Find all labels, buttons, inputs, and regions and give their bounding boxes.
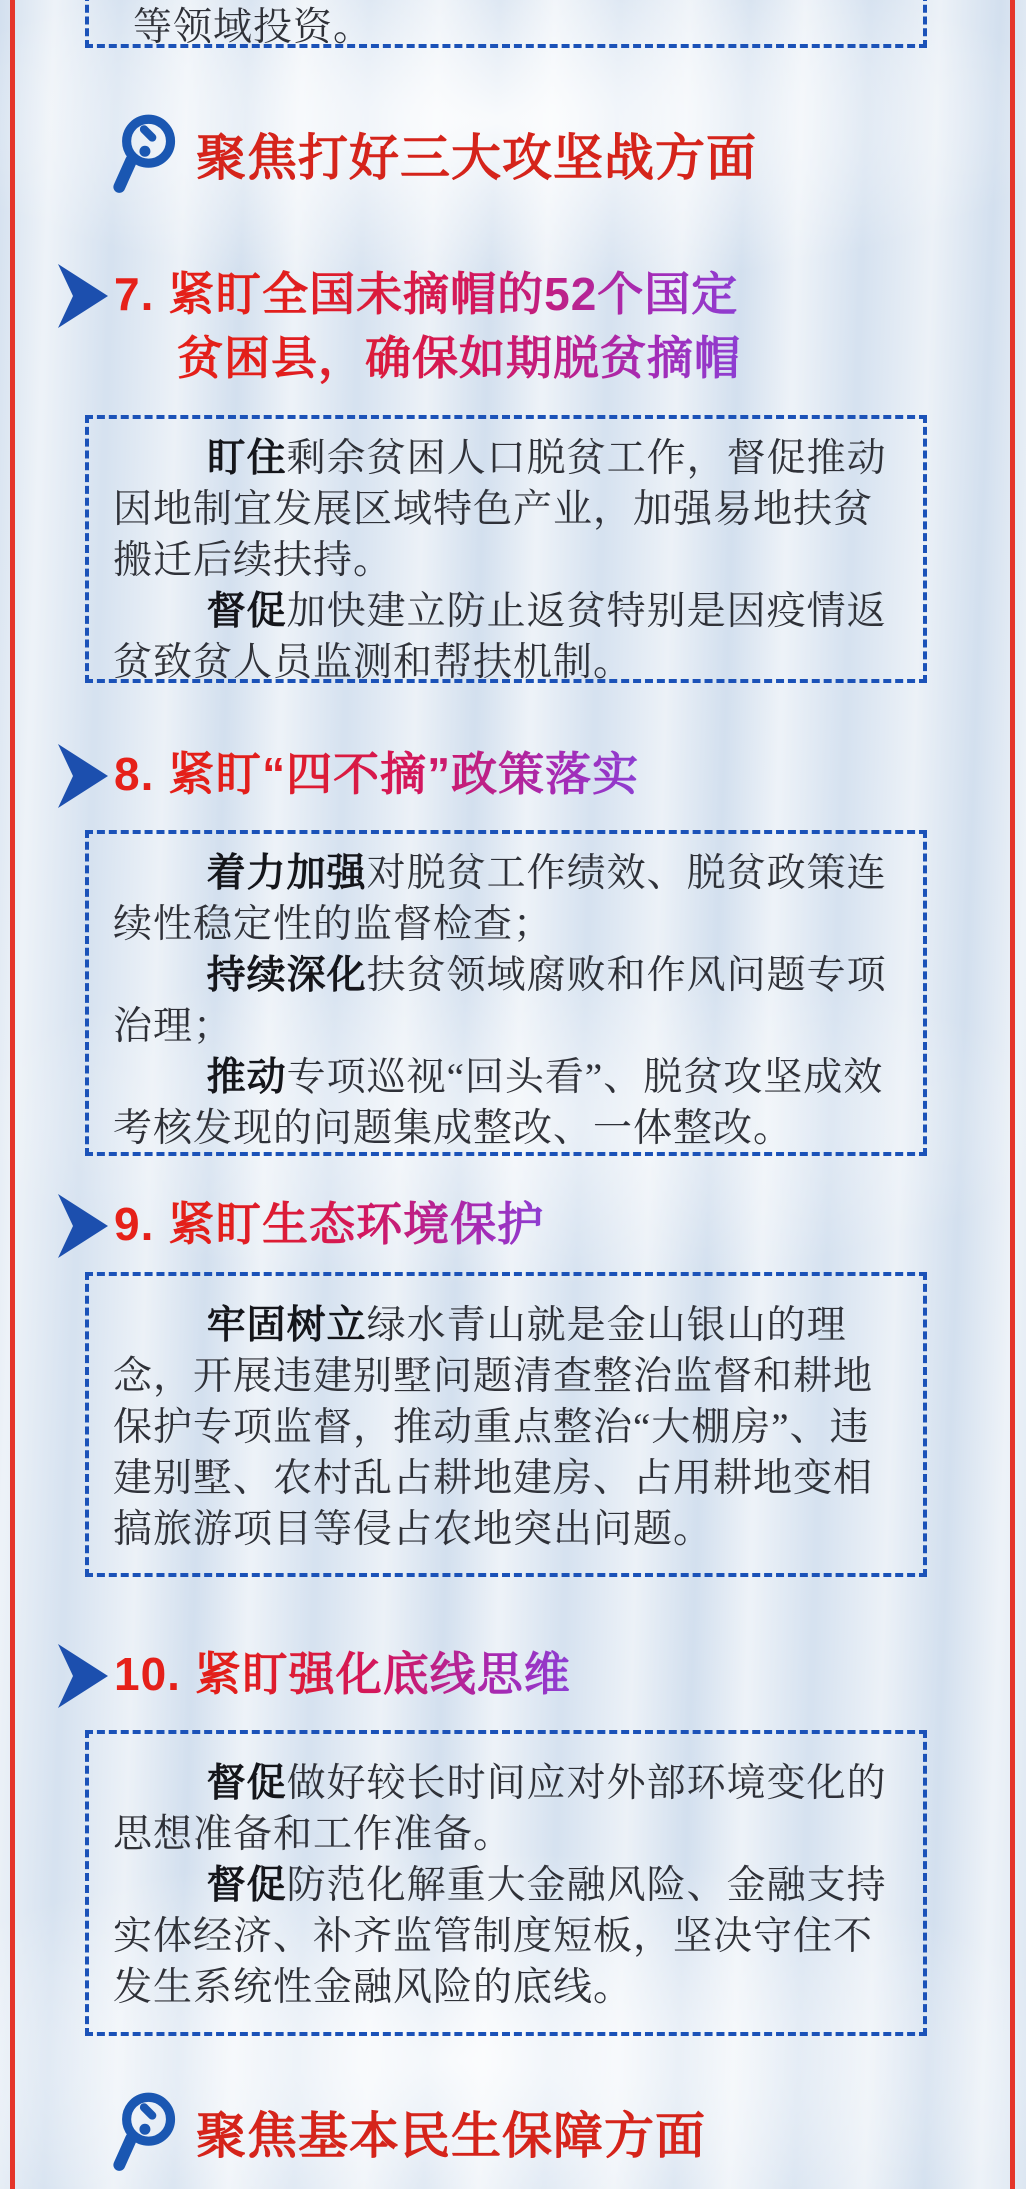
item-10-paragraph-1	[113, 1758, 899, 1860]
paragraph-text: 加快建立防止返贫特别是因疫情返贫致贫人员监测和帮扶机制。	[113, 590, 887, 684]
section-2-heading	[112, 2086, 706, 2178]
item-7-paragraph-1	[113, 433, 899, 586]
paragraph-text: 绿水青山就是金山银山的理念，开展违建别墅问题清查整治监督和耕地保护专项监督，推动重点整治“大棚房”、违建别墅、农村乱占耕地建房、占用耕地变相搞旅游项目等侵占农地突出问题。	[113, 1304, 874, 1551]
bold-lead: 着力加强	[206, 852, 367, 895]
item-10-box	[85, 1730, 927, 2036]
left-red-border	[10, 0, 15, 2189]
item-7-box	[85, 415, 927, 683]
item-10-title	[114, 1642, 571, 1706]
item-7-title-line-2: 贫困县，确保如期脱贫摘帽	[177, 332, 741, 384]
arrow-icon	[58, 264, 108, 328]
bold-lead: 督促	[206, 1762, 287, 1805]
item-10-title-line-1: 10. 紧盯强化底线思维	[114, 1648, 571, 1700]
item-10-paragraph-2	[113, 1860, 899, 2013]
item-8-heading	[58, 742, 639, 808]
paragraph-text: 对脱贫工作绩效、脱贫政策连续性稳定性的监督检查；	[113, 852, 887, 946]
item-8-paragraph-3	[113, 1052, 899, 1154]
item-7-title	[114, 262, 741, 390]
paragraph-text: 扶贫领域腐败和作风问题专项治理；	[113, 954, 887, 1048]
item-8-title	[114, 742, 639, 806]
section-1-title: 聚焦打好三大攻坚战方面	[196, 130, 757, 186]
bold-lead: 督促	[206, 1864, 287, 1907]
item-7-title-line-1: 7. 紧盯全国未摘帽的52个国定	[114, 268, 739, 320]
paragraph-text: 防范化解重大金融风险、金融支持实体经济、补齐监管制度短板，坚决守住不发生系统性金融风险的底线。	[113, 1864, 887, 2009]
right-red-border	[1010, 0, 1015, 2189]
paragraph-text: 专项巡视“回头看”、脱贫攻坚成效考核发现的问题集成整改、一体整改。	[113, 1056, 884, 1150]
bold-lead: 持续深化	[206, 954, 367, 997]
item-8-paragraph-1	[113, 848, 899, 950]
bold-lead: 牢固树立	[206, 1304, 367, 1347]
item-9-box	[85, 1272, 927, 1577]
item-8-paragraph-2	[113, 950, 899, 1052]
item-9-paragraph-1	[113, 1300, 899, 1555]
item-9-heading	[58, 1192, 544, 1258]
section-1-heading	[112, 108, 757, 200]
paragraph-text: 做好较长时间应对外部环境变化的思想准备和工作准备。	[113, 1762, 887, 1856]
magnifier-icon	[112, 2086, 176, 2178]
item-7-heading	[58, 262, 741, 390]
item-7-paragraph-2	[113, 586, 899, 688]
item-6-box	[85, 0, 927, 48]
arrow-icon	[58, 1644, 108, 1708]
bold-lead: 推动	[206, 1056, 287, 1099]
section-2-title: 聚焦基本民生保障方面	[196, 2108, 706, 2164]
bold-lead: 盯住	[206, 437, 287, 480]
bold-lead: 督促	[206, 590, 287, 633]
item-9-title-line-1: 9. 紧盯生态环境保护	[114, 1198, 545, 1250]
magnifier-icon	[112, 108, 176, 200]
item-6-text: 等领域投资。	[133, 6, 374, 49]
item-10-heading	[58, 1642, 571, 1708]
arrow-icon	[58, 1194, 108, 1258]
paragraph-text: 剩余贫困人口脱贫工作，督促推动因地制宜发展区域特色产业，加强易地扶贫搬迁后续扶持。	[113, 437, 887, 582]
item-9-title	[114, 1192, 544, 1256]
item-8-box	[85, 830, 927, 1156]
item-8-title-line-1: 8. 紧盯“四不摘”政策落实	[114, 748, 640, 800]
arrow-icon	[58, 744, 108, 808]
